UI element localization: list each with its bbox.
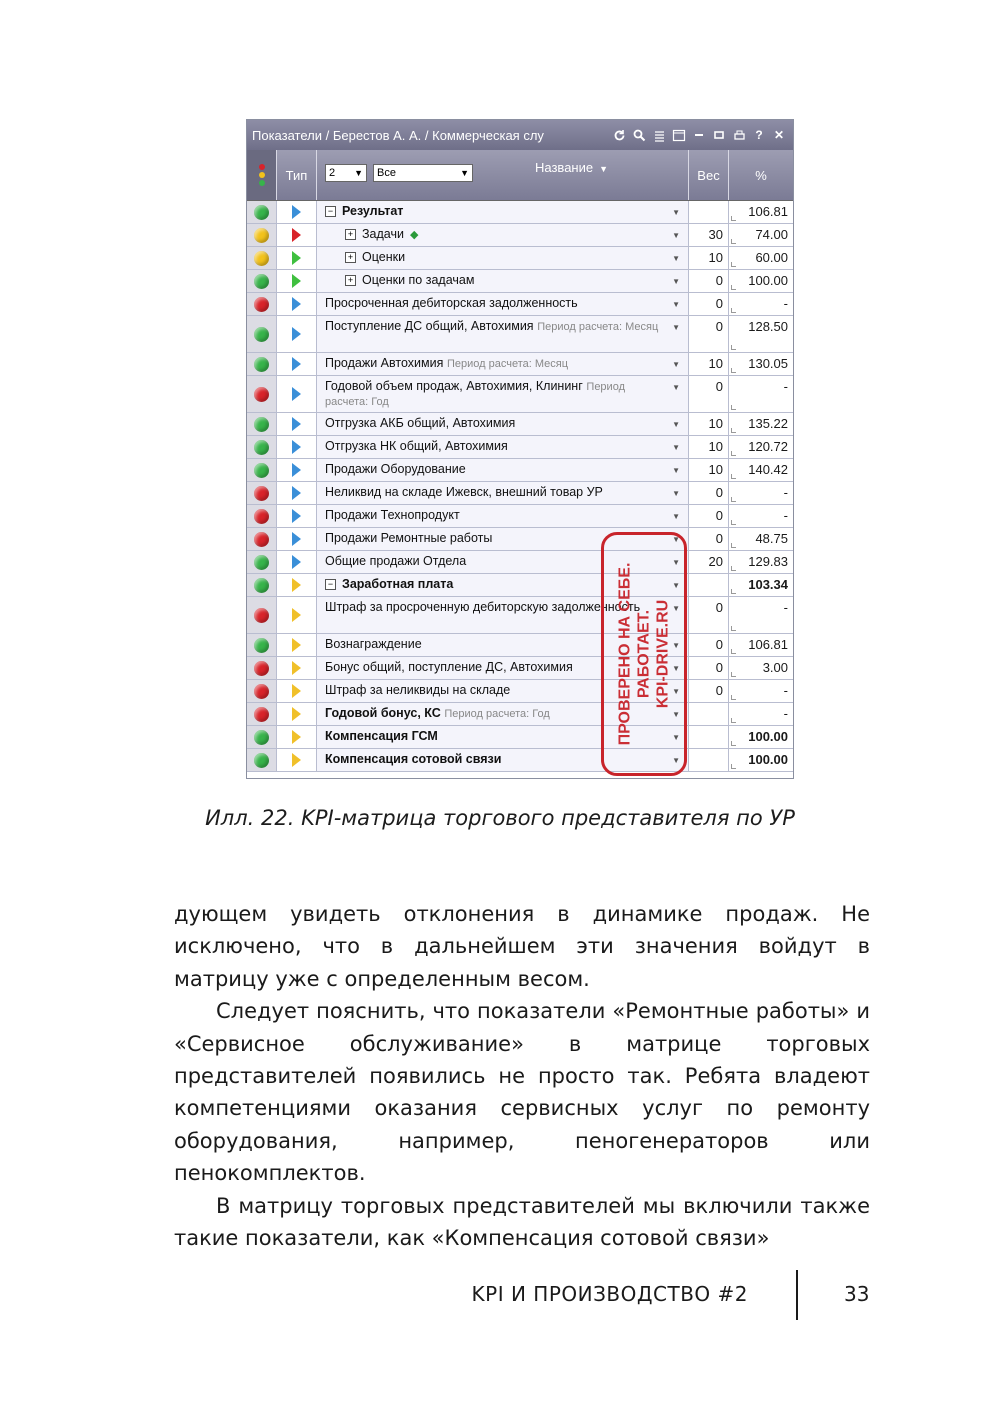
weight-cell: 0: [689, 528, 729, 550]
stamp-line-3: KPI-DRIVE.RU: [654, 599, 672, 709]
close-icon[interactable]: ✕: [773, 128, 785, 142]
percent-cell: 130.05: [729, 353, 793, 375]
play-arrow-icon[interactable]: [292, 357, 301, 371]
row-dropdown-icon[interactable]: ▼: [672, 687, 680, 696]
percent-cell: -: [729, 376, 793, 412]
row-dropdown-icon[interactable]: ▼: [672, 733, 680, 742]
status-cell: [247, 270, 277, 292]
calc-period: Период расчета: Месяц: [537, 321, 659, 333]
percent-cell: 74.00: [729, 224, 793, 246]
percent-cell: -: [729, 505, 793, 527]
status-red-icon: [254, 387, 269, 402]
kpi-name: Общие продажи Отдела: [325, 554, 467, 568]
status-green-icon: [254, 417, 269, 432]
play-arrow-icon[interactable]: [292, 638, 301, 652]
kpi-row[interactable]: [247, 528, 793, 551]
status-cell: [247, 436, 277, 458]
percent-cell: 128.50: [729, 316, 793, 352]
kpi-row[interactable]: [247, 634, 793, 657]
play-arrow-icon[interactable]: [292, 463, 301, 477]
type-cell: [277, 224, 317, 246]
kpi-name: Штраф за просроченную дебиторскую задолженность: [325, 600, 641, 614]
kpi-name: Годовой объем продаж, Автохимия, Клининг: [325, 379, 583, 393]
kpi-row[interactable]: [247, 597, 793, 634]
kpi-row[interactable]: [247, 376, 793, 413]
percent-cell: 3.00: [729, 657, 793, 679]
weight-cell: 10: [689, 436, 729, 458]
kpi-name: Продажи Автохимия: [325, 356, 444, 370]
status-green-icon: [254, 205, 269, 220]
status-cell: [247, 224, 277, 246]
name-cell[interactable]: [317, 413, 689, 435]
percent-cell: -: [729, 482, 793, 504]
weight-cell: 0: [689, 634, 729, 656]
status-cell: [247, 413, 277, 435]
name-cell[interactable]: [317, 749, 689, 771]
weight-cell: 10: [689, 413, 729, 435]
table-header: [247, 150, 793, 201]
type-cell: [277, 353, 317, 375]
status-red-icon: [254, 684, 269, 699]
percent-cell: 129.83: [729, 551, 793, 573]
kpi-name: Вознаграждение: [325, 637, 422, 651]
minimize-icon[interactable]: [691, 127, 707, 143]
kpi-row[interactable]: [247, 551, 793, 574]
weight-cell: [689, 703, 729, 725]
kpi-name: Неликвид на складе Ижевск, внешний товар УР: [325, 485, 603, 499]
play-arrow-icon[interactable]: [292, 555, 301, 569]
status-column-header[interactable]: [247, 150, 277, 200]
kpi-name: Задачи: [362, 227, 404, 241]
percent-cell: 106.81: [729, 634, 793, 656]
search-icon[interactable]: [631, 127, 647, 143]
kpi-name: Продажи Ремонтные работы: [325, 531, 493, 545]
weight-cell: 0: [689, 376, 729, 412]
play-arrow-icon[interactable]: [292, 661, 301, 675]
type-cell: [277, 657, 317, 679]
row-dropdown-icon[interactable]: ▼: [672, 420, 680, 429]
name-cell[interactable]: [317, 459, 689, 481]
kpi-name: Отгрузка НК общий, Автохимия: [325, 439, 508, 453]
status-cell: [247, 459, 277, 481]
play-arrow-icon[interactable]: [292, 327, 301, 341]
percent-cell: 100.00: [729, 726, 793, 748]
weight-cell: 20: [689, 551, 729, 573]
status-green-icon: [254, 638, 269, 653]
type-cell: [277, 551, 317, 573]
weight-cell: 0: [689, 680, 729, 702]
kpi-name: Оценки: [362, 250, 406, 264]
status-cell: [247, 749, 277, 771]
filter-select[interactable]: Все ▼: [373, 164, 473, 182]
stamp-line-1: ПРОВЕРЕНО НА СЕБЕ.: [616, 562, 634, 746]
row-dropdown-icon[interactable]: ▼: [672, 664, 680, 673]
weight-cell: 0: [689, 657, 729, 679]
row-dropdown-icon[interactable]: ▼: [672, 360, 680, 369]
percent-cell: 106.81: [729, 201, 793, 223]
type-cell: [277, 247, 317, 269]
kpi-name: Просроченная дебиторская задолженность: [325, 296, 578, 310]
name-cell[interactable]: [317, 505, 689, 527]
paragraph-3: В матрицу торговых представителей мы включили также такие показатели, как «Компенсация сотовой связи»: [174, 1193, 870, 1251]
footer-divider: [796, 1270, 798, 1320]
row-dropdown-icon[interactable]: ▼: [672, 300, 680, 309]
paragraph-1: дующем увидеть отклонения в динамике продаж. Не исключено, что в дальнейшем эти значения войдут в матрицу уже с определенным весом.: [174, 902, 870, 991]
stamp-line-2: РАБОТАЕТ.: [635, 609, 653, 699]
diamond-icon: ◆: [409, 229, 419, 241]
weight-cell: 0: [689, 316, 729, 352]
name-cell[interactable]: [317, 482, 689, 504]
type-cell: [277, 634, 317, 656]
type-cell: [277, 482, 317, 504]
play-arrow-icon[interactable]: [292, 707, 301, 721]
expand-icon[interactable]: +: [345, 275, 356, 286]
level-select[interactable]: 2 ▼: [325, 164, 367, 182]
help-icon[interactable]: ?: [755, 128, 763, 142]
status-green-icon: [254, 274, 269, 289]
weight-cell: 0: [689, 482, 729, 504]
status-green-icon: [254, 753, 269, 768]
kpi-row[interactable]: [247, 482, 793, 505]
kpi-row[interactable]: [247, 316, 793, 353]
name-cell[interactable]: [317, 353, 689, 375]
status-green-icon: [254, 440, 269, 455]
row-dropdown-icon[interactable]: ▼: [672, 208, 680, 217]
weight-cell: [689, 726, 729, 748]
kpi-row[interactable]: [247, 749, 793, 772]
type-cell: [277, 316, 317, 352]
row-dropdown-icon[interactable]: ▼: [672, 710, 680, 719]
calendar-icon[interactable]: [671, 127, 687, 143]
name-cell[interactable]: [317, 247, 689, 269]
print-icon[interactable]: [731, 127, 747, 143]
kpi-row[interactable]: [247, 574, 793, 597]
play-arrow-icon[interactable]: [292, 387, 301, 401]
weight-cell: 0: [689, 293, 729, 315]
list-icon[interactable]: [651, 127, 667, 143]
kpi-name: Результат: [342, 204, 404, 218]
percent-cell: -: [729, 597, 793, 633]
name-cell[interactable]: [317, 436, 689, 458]
calc-period: Период расчета: Год: [325, 381, 625, 408]
status-red-icon: [254, 707, 269, 722]
row-dropdown-icon[interactable]: ▼: [672, 641, 680, 650]
play-arrow-icon[interactable]: [292, 509, 301, 523]
row-dropdown-icon[interactable]: ▼: [672, 466, 680, 475]
play-arrow-icon[interactable]: [292, 730, 301, 744]
name-cell[interactable]: [317, 293, 689, 315]
name-cell[interactable]: [317, 680, 689, 702]
status-cell: [247, 247, 277, 269]
name-column-label: Название: [535, 160, 594, 175]
percent-cell: -: [729, 293, 793, 315]
kpi-row[interactable]: [247, 657, 793, 680]
collapse-icon[interactable]: −: [325, 206, 336, 217]
kpi-row[interactable]: [247, 436, 793, 459]
kpi-name: Бонус общий, поступление ДС, Автохимия: [325, 660, 573, 674]
row-dropdown-icon[interactable]: ▼: [672, 756, 680, 765]
weight-column-header[interactable]: Вес: [689, 150, 729, 200]
status-cell: [247, 376, 277, 412]
status-cell: [247, 353, 277, 375]
type-column-header[interactable]: Тип: [277, 150, 317, 200]
status-cell: [247, 551, 277, 573]
percent-column-header[interactable]: %: [755, 167, 767, 183]
body-text: [174, 898, 870, 1254]
weight-cell: 30: [689, 224, 729, 246]
type-cell: [277, 201, 317, 223]
weight-cell: [689, 574, 729, 596]
type-cell: [277, 270, 317, 292]
status-green-icon: [254, 555, 269, 570]
row-dropdown-icon[interactable]: ▼: [672, 489, 680, 498]
percent-cell: 100.00: [729, 270, 793, 292]
kpi-name: Заработная плата: [342, 577, 454, 591]
paragraph-2: Следует пояснить, что показатели «Ремонтные работы» и «Сервисное обслуживание» в матрице торговых представителей появились не просто так. Ребята владеют компетенциями оказания сервисных услуг по ремонту оборудования, например, пеногенераторов или пенокомплектов.: [174, 999, 870, 1186]
figure-caption: Илл. 22. KPI-матрица торгового представителя по УР: [205, 806, 795, 830]
percent-cell: 103.34: [729, 574, 793, 596]
row-dropdown-icon[interactable]: ▼: [672, 581, 680, 590]
expand-icon[interactable]: +: [345, 229, 356, 240]
kpi-row[interactable]: [247, 726, 793, 749]
status-cell: [247, 680, 277, 702]
status-cell: [247, 703, 277, 725]
play-arrow-icon[interactable]: [292, 205, 301, 219]
status-cell: [247, 726, 277, 748]
status-cell: [247, 634, 277, 656]
weight-cell: 10: [689, 247, 729, 269]
name-column-header[interactable]: [317, 150, 689, 200]
type-cell: [277, 436, 317, 458]
kpi-row[interactable]: [247, 201, 793, 224]
maximize-icon[interactable]: [711, 127, 727, 143]
type-cell: [277, 574, 317, 596]
weight-cell: 10: [689, 353, 729, 375]
page-footer: [0, 1270, 1000, 1320]
status-cell: [247, 293, 277, 315]
row-dropdown-icon[interactable]: ▼: [672, 383, 680, 392]
play-arrow-icon[interactable]: [292, 578, 301, 592]
window-titlebar: [247, 120, 793, 150]
type-cell: [277, 459, 317, 481]
kpi-name: Компенсация ГСМ: [325, 729, 438, 743]
play-arrow-icon[interactable]: [292, 486, 301, 500]
status-yellow-icon: [254, 251, 269, 266]
kpi-name: Отгрузка АКБ общий, Автохимия: [325, 416, 516, 430]
kpi-name: Оценки по задачам: [362, 273, 475, 287]
row-dropdown-icon[interactable]: ▼: [672, 323, 680, 332]
row-dropdown-icon[interactable]: ▼: [672, 254, 680, 263]
type-cell: [277, 376, 317, 412]
status-red-icon: [254, 509, 269, 524]
name-cell[interactable]: [317, 224, 689, 246]
percent-cell: -: [729, 703, 793, 725]
calc-period: Период расчета: Год: [444, 708, 550, 720]
status-red-icon: [254, 486, 269, 501]
row-dropdown-icon[interactable]: ▼: [672, 512, 680, 521]
refresh-icon[interactable]: [611, 127, 627, 143]
name-cell[interactable]: [317, 551, 689, 573]
percent-cell: 140.42: [729, 459, 793, 481]
name-cell[interactable]: [317, 703, 689, 725]
weight-cell: 0: [689, 270, 729, 292]
name-cell[interactable]: [317, 574, 689, 596]
row-dropdown-icon[interactable]: ▼: [672, 277, 680, 286]
name-cell[interactable]: [317, 270, 689, 292]
name-cell[interactable]: [317, 726, 689, 748]
type-cell: [277, 680, 317, 702]
type-cell: [277, 505, 317, 527]
kpi-name: Годовой бонус, КС: [325, 706, 441, 720]
collapse-icon[interactable]: −: [325, 579, 336, 590]
kpi-rows: [247, 201, 793, 772]
row-dropdown-icon[interactable]: ▼: [672, 443, 680, 452]
kpi-name: Продажи Технопродукт: [325, 508, 460, 522]
percent-cell: -: [729, 680, 793, 702]
row-dropdown-icon[interactable]: ▼: [672, 231, 680, 240]
kpi-row[interactable]: [247, 247, 793, 270]
play-arrow-icon[interactable]: [292, 753, 301, 767]
play-arrow-icon[interactable]: [292, 274, 301, 288]
name-cell[interactable]: [317, 376, 689, 412]
kpi-name: Компенсация сотовой связи: [325, 752, 502, 766]
calc-period: Период расчета: Месяц: [446, 358, 569, 370]
status-red-icon: [254, 297, 269, 312]
kpi-row[interactable]: [247, 270, 793, 293]
page-number: 33: [844, 1282, 870, 1306]
status-green-icon: [254, 327, 269, 342]
row-dropdown-icon[interactable]: ▼: [672, 604, 680, 613]
play-arrow-icon[interactable]: [292, 440, 301, 454]
status-green-icon: [254, 730, 269, 745]
weight-cell: 10: [689, 459, 729, 481]
weight-cell: 0: [689, 597, 729, 633]
expand-icon[interactable]: +: [345, 252, 356, 263]
kpi-row[interactable]: [247, 293, 793, 316]
weight-cell: [689, 201, 729, 223]
status-yellow-icon: [254, 228, 269, 243]
kpi-row[interactable]: [247, 224, 793, 247]
type-cell: [277, 528, 317, 550]
kpi-name: Продажи Оборудование: [325, 462, 466, 476]
play-arrow-icon[interactable]: [292, 532, 301, 546]
kpi-matrix-window: [246, 119, 794, 779]
type-cell: [277, 703, 317, 725]
name-cell[interactable]: [317, 597, 689, 633]
status-cell: [247, 482, 277, 504]
status-cell: [247, 528, 277, 550]
kpi-row[interactable]: [247, 459, 793, 482]
percent-cell: 135.22: [729, 413, 793, 435]
kpi-row[interactable]: [247, 680, 793, 703]
percent-cell: 60.00: [729, 247, 793, 269]
status-cell: [247, 657, 277, 679]
kpi-name: Штраф за неликвиды на складе: [325, 683, 511, 697]
status-cell: [247, 597, 277, 633]
status-green-icon: [254, 357, 269, 372]
kpi-row[interactable]: [247, 353, 793, 376]
window-title: Показатели / Берестов А. А. / Коммерческая слу: [252, 127, 544, 143]
type-cell: [277, 726, 317, 748]
status-cell: [247, 201, 277, 223]
name-cell[interactable]: [317, 634, 689, 656]
status-green-icon: [254, 463, 269, 478]
play-arrow-icon[interactable]: [292, 228, 301, 242]
percent-cell: 100.00: [729, 749, 793, 771]
type-cell: [277, 413, 317, 435]
weight-cell: [689, 749, 729, 771]
weight-cell: 0: [689, 505, 729, 527]
row-dropdown-icon[interactable]: ▼: [672, 558, 680, 567]
play-arrow-icon[interactable]: [292, 297, 301, 311]
sort-caret-icon[interactable]: ▼: [599, 164, 609, 174]
name-cell[interactable]: [317, 316, 689, 352]
status-red-icon: [254, 608, 269, 623]
kpi-row[interactable]: [247, 413, 793, 436]
play-arrow-icon[interactable]: [292, 251, 301, 265]
status-green-icon: [254, 578, 269, 593]
percent-cell: 48.75: [729, 528, 793, 550]
name-cell[interactable]: [317, 201, 689, 223]
play-arrow-icon[interactable]: [292, 417, 301, 431]
play-arrow-icon[interactable]: [292, 608, 301, 622]
type-cell: [277, 749, 317, 771]
status-cell: [247, 574, 277, 596]
name-cell[interactable]: [317, 528, 689, 550]
status-red-icon: [254, 532, 269, 547]
kpi-name: Поступление ДС общий, Автохимия: [325, 319, 534, 333]
play-arrow-icon[interactable]: [292, 684, 301, 698]
type-cell: [277, 293, 317, 315]
kpi-row[interactable]: [247, 703, 793, 726]
type-cell: [277, 597, 317, 633]
status-cell: [247, 316, 277, 352]
running-title: KPI И ПРОИЗВОДСТВО #2: [471, 1282, 748, 1306]
kpi-row[interactable]: [247, 505, 793, 528]
row-dropdown-icon[interactable]: ▼: [672, 535, 680, 544]
name-cell[interactable]: [317, 657, 689, 679]
status-red-icon: [254, 661, 269, 676]
status-cell: [247, 505, 277, 527]
percent-cell: 120.72: [729, 436, 793, 458]
